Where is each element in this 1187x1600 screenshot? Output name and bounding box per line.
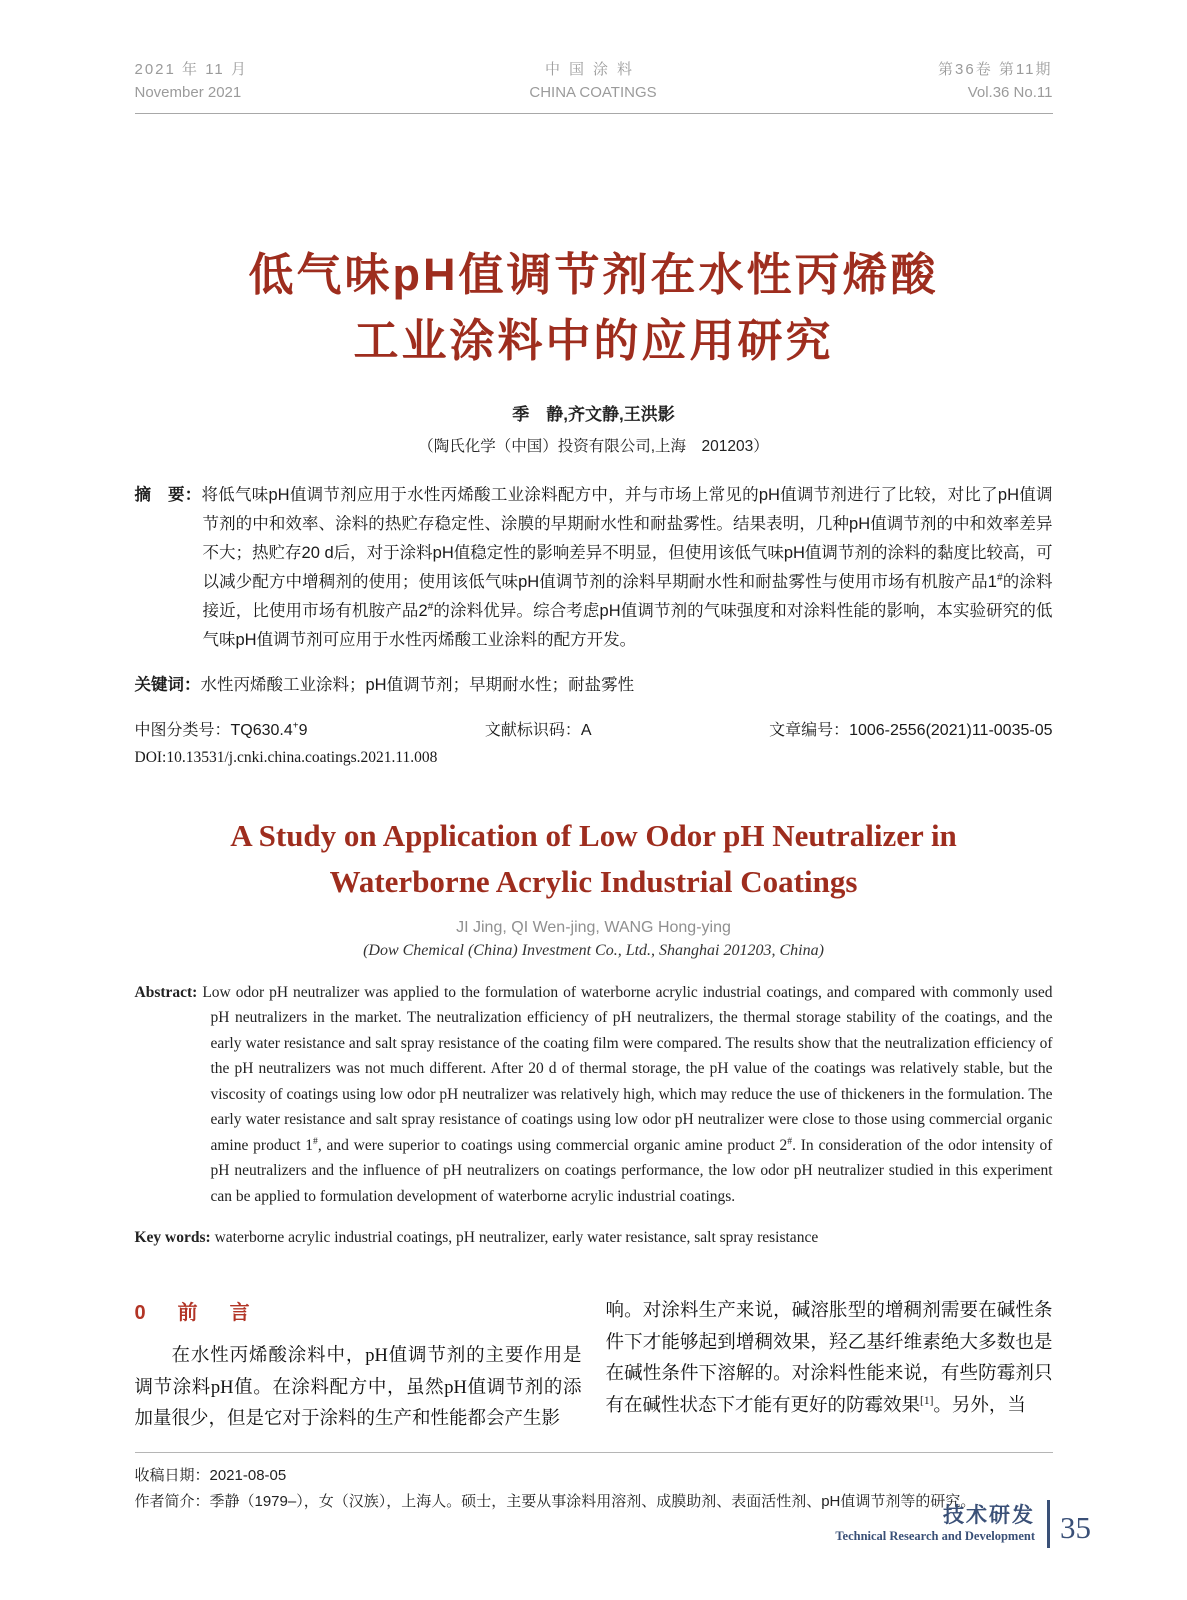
keywords-cn-text: 水性丙烯酸工业涂料；pH值调节剂；早期耐水性；耐盐雾性 [200, 676, 635, 694]
column-badge-en: Technical Research and Development [835, 1529, 1035, 1544]
column-badge-cn: 技术研发 [943, 1504, 1035, 1528]
column-badge-labels [835, 1503, 1035, 1544]
page-content [135, 0, 1053, 1515]
abstract-cn-text: 将低气味pH值调节剂应用于水性丙烯酸工业涂料配方中，并与市场上常见的pH值调节剂进行了比较，对比了pH值调节剂的中和效率、涂料的热贮存稳定性、涂膜的早期耐水性和耐盐雾性。结果表明，几种pH值调节剂的中和效率差异不大；热贮存20 d后，对于涂料pH值稳定性的影响差异不明显，但使用该低气味pH值调节剂的涂料的黏度比较高，可以减少配方中增稠剂的使用；使用该低气味pH值调节剂的涂料早期耐水性和耐盐雾性与使用市场有机胺产品1#的涂料接近，比使用市场有机胺产品2#的涂料优异。综合考虑pH值调节剂的气味强度和对涂料性能的影响，本实验研究的低气味pH值调节剂可应用于水性丙烯酸工业涂料的配方开发。 [201, 485, 1053, 649]
authors-en: JI Jing, QI Wen-jing, WANG Hong-ying [456, 918, 731, 936]
authors-cn: 季 静,齐文静,王洪影 [512, 404, 675, 424]
article-title-cn [135, 242, 1053, 374]
keywords-cn-label: 关键词： [134, 676, 201, 694]
intro-paragraph-left: 在水性丙烯酸涂料中，pH值调节剂的主要作用是调节涂料pH值。在涂料配方中，虽然pH值调节剂的添加量很少，但是它对于涂料的生产和性能都会产生影 [134, 1346, 582, 1429]
column-badge [835, 1500, 1091, 1548]
intro-section [135, 1296, 1053, 1436]
header-journal-cn: 中国涂料 [544, 61, 641, 78]
received-date: 收稿日期：2021-08-05 [134, 1466, 287, 1484]
page-number: 35 [1060, 1509, 1091, 1545]
doi: DOI:10.13531/j.cnki.china.coatings.2021.11.008 [134, 748, 438, 766]
author-bio: 作者简介：季静（1979–），女（汉族），上海人。硕士，主要从事涂料用溶剂、成膜助剂、表面活性剂、pH值调节剂等的研究。 [134, 1492, 976, 1510]
badge-divider-bar [1047, 1500, 1050, 1548]
clc-number: 中图分类号：TQ630.4+9 [134, 720, 308, 739]
keywords-en-label: Key words: [134, 1228, 211, 1246]
keywords-en-text: waterborne acrylic industrial coatings, pH neutralizer, early water resistance, salt spray resistance [210, 1228, 819, 1246]
header-journal-name [529, 58, 656, 105]
header-issue-cn: 第36卷 第11期 [938, 61, 1053, 78]
affiliation-cn: （陶氏化学（中国）投资有限公司,上海 201203） [418, 437, 769, 455]
header-journal-en: CHINA COATINGS [529, 84, 657, 102]
abstract-en-label: Abstract: [134, 983, 198, 1001]
abstract-en [135, 980, 1053, 1210]
abstract-cn-label: 摘 要： [134, 485, 202, 504]
header-date-en: November 2021 [134, 84, 242, 102]
intro-left-column [135, 1296, 582, 1436]
header-date [135, 58, 248, 105]
affiliation-en: (Dow Chemical (China) Investment Co., Ltd., Shanghai 201203, China) [363, 941, 824, 959]
keywords-en [135, 1225, 1053, 1251]
keywords-cn [135, 671, 1053, 700]
abstract-cn [135, 481, 1053, 655]
article-title-en-line1: A Study on Application of Low Odor pH Neutralizer in [230, 817, 957, 853]
journal-header [135, 58, 1053, 114]
document-code: 文献标识码：A [484, 721, 592, 739]
intro-paragraph-right: 响。对涂料生产来说，碱溶胀型的增稠剂需要在碱性条件下才能够起到增稠效果，羟乙基纤维素绝大多数也是在碱性条件下溶解的。对涂料性能来说，有些防霉剂只有在碱性状态下才能有更好的防霉效果[1]。另外，当 [605, 1301, 1053, 1416]
article-title-en [135, 813, 1053, 905]
article-id: 文章编号：1006-2556(2021)11-0035-05 [769, 721, 1053, 739]
intro-right-column [606, 1296, 1053, 1436]
article-title-cn-line1: 低气味pH值调节剂在水性丙烯酸 [248, 248, 939, 300]
meta-row [135, 717, 1053, 740]
article-title-en-line2: Waterborne Acrylic Industrial Coatings [329, 863, 858, 899]
header-issue-en: Vol.36 No.11 [967, 84, 1053, 102]
header-date-cn: 2021 年 11 月 [134, 61, 248, 78]
abstract-en-text: Low odor pH neutralizer was applied to the formulation of waterborne acrylic industrial coatings, and compared with commonly used pH neutralizers in the market. The neutralization efficiency of pH neutralizers, the thermal storage stability of the coatings, and the early water resistance and salt spray resistance of the coating film were compared. The results show that the neutralization efficiency of the pH neutralizers was not much different. After 20 d of thermal storage, the pH value of the coatings was relatively stable, but the viscosity of coatings using low odor pH neutralizer was relatively high, which may reduce the use of thickeners in the formulation. The early water resistance and salt spray resistance of coatings using low odor pH neutralizer were close to those using commercial organic amine product 1#, and were superior to coatings using commercial organic amine product 2#. In consideration of the odor intensity of pH neutralizers and the influence of pH neutralizers on coatings performance, the low odor pH neutralizer studied in this experiment can be applied to formulation development of waterborne acrylic industrial coatings. [197, 983, 1053, 1205]
header-issue [938, 58, 1052, 105]
section-heading-intro: 0 前 言 [134, 1302, 256, 1324]
article-title-cn-line2: 工业涂料中的应用研究 [353, 314, 834, 366]
